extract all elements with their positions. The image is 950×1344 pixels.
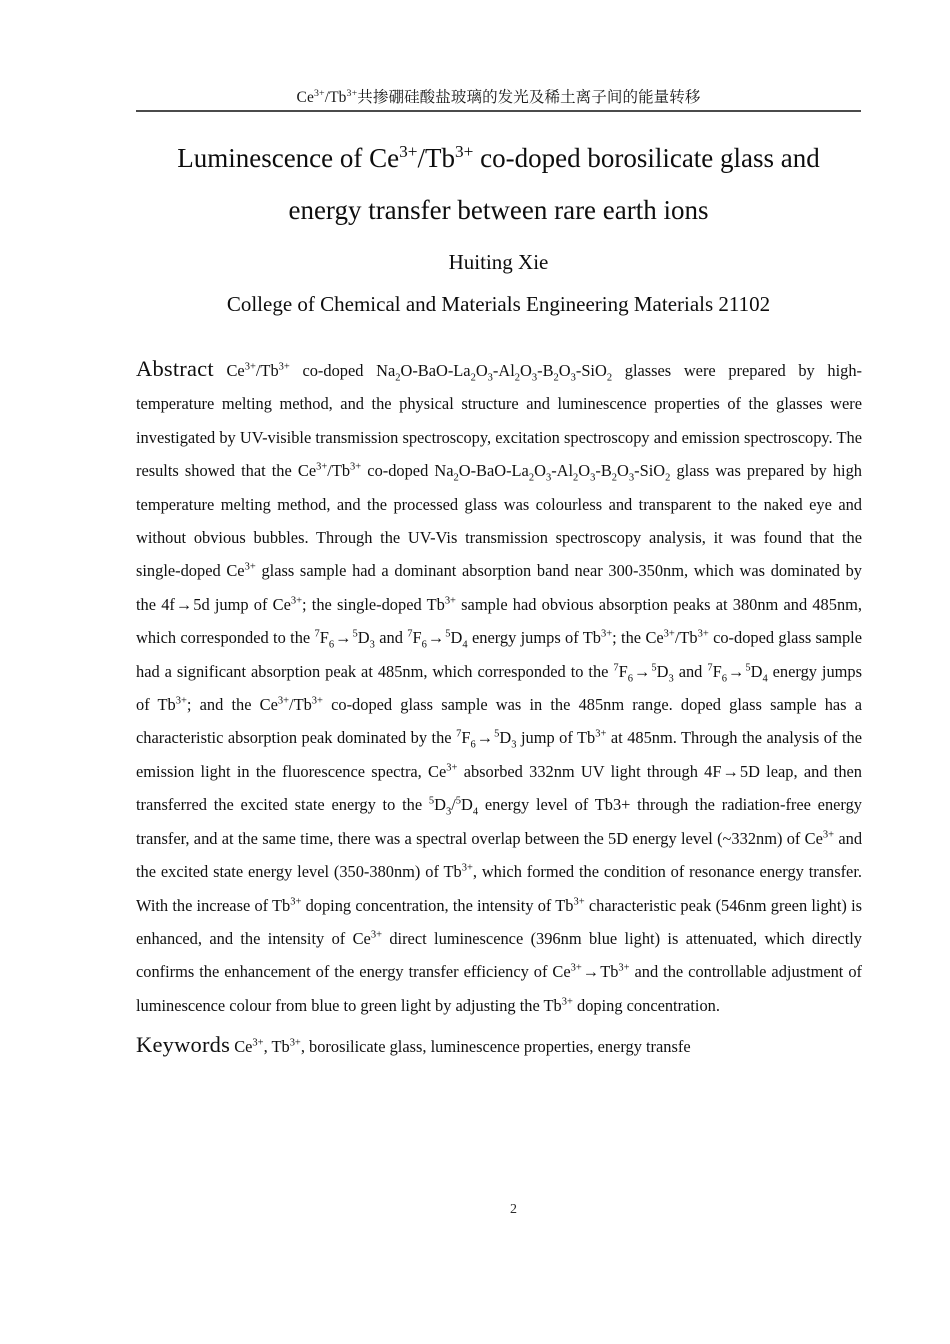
header-tb-label: Tb	[329, 89, 347, 106]
term-sub-12: 4	[472, 806, 479, 818]
arrow-icon-5: →	[727, 661, 745, 681]
term-sup-9: 7	[456, 729, 462, 740]
abs-text-11: ; and the	[186, 695, 260, 715]
abs-ce-6-charge: 3+	[277, 695, 290, 707]
abs-formula-9: O-BaO-La	[458, 461, 529, 481]
abs-text-17: energy level of Tb3+ through the radiation-free energy transfer, and at the same time, there was a spectral overlap between the 5D energy level (~332nm) of	[136, 795, 862, 848]
title-part-a: Luminescence of Ce	[177, 143, 400, 173]
keyword-rest: , borosilicate glass, luminescence properties, energy transfe	[300, 1037, 691, 1057]
abs-ce-2-charge: 3+	[316, 461, 328, 473]
abs-formula-4: -Al	[492, 361, 515, 380]
abs-tb-4-charge: 3+	[600, 628, 613, 640]
header-tb-charge: 3+	[346, 87, 358, 99]
page-number: 2	[510, 1202, 517, 1217]
abs-tb-4: Tb	[582, 628, 601, 648]
term-d-4: D	[750, 661, 763, 681]
abs-slash-1: /Tb	[327, 461, 351, 481]
header-ce-charge: 3+	[313, 87, 325, 99]
abs-tb-13: Tb	[543, 995, 562, 1015]
abs-formula-6: -B	[537, 361, 554, 380]
abs-formula-11: -Al	[551, 461, 574, 481]
abs-ce-1-charge: 3+	[244, 361, 256, 373]
abs-ce-10: Ce	[552, 962, 571, 982]
title-tb-charge: 3+	[455, 142, 474, 161]
abs-text-16: 5D leap, and then transferred the excited state energy to the	[136, 761, 863, 815]
abs-formula-15: -SiO	[634, 461, 666, 481]
term-sup-12: 5	[455, 795, 462, 807]
term-sub-7: 6	[721, 672, 727, 684]
abs-tb-3: Tb	[426, 594, 445, 614]
abs-tb-9: Tb	[443, 862, 462, 882]
abs-tb-8: Tb	[577, 728, 596, 748]
abs-tb-6-charge: 3+	[175, 695, 187, 707]
abs-and-2: and	[673, 661, 708, 681]
keyword-ce-charge: 3+	[252, 1037, 264, 1049]
abs-tb-2-charge: 3+	[350, 461, 362, 473]
term-sup-2: 5	[352, 628, 358, 640]
abs-and-1: and	[374, 628, 408, 648]
title-block	[136, 132, 861, 322]
title-line-two: energy transfer between rare earth ions	[288, 195, 709, 225]
abs-text-23: and the controllable adjustment of luminescence colour from blue to green light by adjusting the	[136, 962, 862, 1015]
abs-ce-3: Ce	[226, 561, 245, 581]
abs-text-5: ; the single-doped	[302, 594, 427, 614]
term-d-7: D	[461, 795, 473, 815]
term-sub-6: 3	[668, 672, 674, 684]
arrow-icon-4: →	[634, 661, 651, 681]
arrow-icon-7: →	[722, 761, 739, 781]
arrow-icon-2: →	[335, 628, 352, 648]
term-f-4: F	[712, 661, 722, 681]
abs-tb-10: Tb	[272, 895, 291, 915]
abs-formula-5: O	[520, 361, 532, 380]
header-ce-label: Ce	[296, 89, 314, 106]
abs-text-19: , which formed the condition of resonance energy transfer. With the increase of	[136, 862, 862, 915]
abs-text-13: jump of	[516, 728, 577, 748]
abs-sub-16: 2	[665, 472, 671, 484]
abs-sub-1: 2	[395, 372, 401, 384]
author-name: Huiting Xie	[448, 250, 549, 274]
abs-tb-11: Tb	[555, 895, 574, 915]
abs-codoped-1: co-doped Na	[361, 461, 454, 481]
keywords-label: Keywords	[136, 1032, 231, 1058]
abs-tb-5-charge: 3+	[697, 628, 709, 640]
abs-ce-3-charge: 3+	[244, 561, 256, 573]
abs-tb-8-charge: 3+	[595, 729, 607, 740]
abs-formula-3: O	[475, 361, 488, 380]
abs-tb-13-charge: 3+	[561, 996, 573, 1008]
abs-sub-8: 2	[606, 372, 613, 384]
abs-tb-7-charge: 3+	[311, 695, 323, 707]
arrow-icon-6: →	[476, 728, 494, 748]
abs-ce-6: Ce	[259, 695, 278, 715]
keyword-tb: , Tb	[263, 1037, 290, 1057]
term-sup-10: 5	[494, 729, 500, 740]
abs-text-9: co-doped glass sample had a significant absorption peak at 485nm, which corresponded to the	[136, 628, 862, 681]
term-sub-10: 3	[511, 739, 517, 751]
abs-tb-1-charge: 3+	[278, 361, 290, 373]
header-separator: /	[324, 89, 330, 106]
term-sub-8: 4	[762, 672, 768, 684]
abs-formula-13: -B	[595, 461, 612, 481]
abs-text-24: doping concentration.	[572, 995, 720, 1015]
abs-slash-2: /Tb	[674, 628, 698, 648]
abs-sub-11: 3	[545, 472, 552, 484]
abs-text-18: and the excited state energy level (350-380nm) of	[136, 828, 863, 882]
abs-sub-2: 2	[470, 372, 476, 384]
keyword-tb-charge: 3+	[289, 1037, 301, 1049]
abs-ce-5-charge: 3+	[663, 628, 675, 640]
title-part-b: /Tb	[417, 143, 455, 173]
term-sub-2: 3	[369, 639, 375, 651]
abstract-section	[136, 352, 862, 1064]
term-sub-5: 6	[627, 672, 634, 684]
abs-formula-8: -SiO	[575, 361, 607, 380]
abs-text-7: energy jumps of	[467, 628, 583, 648]
abs-ce-8-charge: 3+	[822, 829, 835, 841]
abstract-paragraph	[136, 352, 862, 1022]
abs-formula-12: O	[578, 461, 591, 481]
term-f-2: F	[412, 628, 422, 648]
abs-sub-4: 2	[514, 372, 521, 384]
abs-tb-1: /Tb	[255, 361, 279, 380]
term-d-1: D	[357, 628, 370, 648]
term-sub-4: 4	[462, 639, 468, 651]
term-sup-1: 7	[314, 628, 320, 640]
term-f-3: F	[618, 661, 628, 681]
abs-sub-14: 2	[611, 472, 618, 484]
abs-text-8: ; the	[612, 628, 646, 648]
abs-text-15: absorbed 332nm UV light through 4F	[457, 761, 722, 781]
abs-sub-12: 2	[573, 472, 579, 484]
abs-ce-5: Ce	[645, 628, 664, 648]
abs-slash-3: /Tb	[289, 695, 312, 715]
abs-ce-9-charge: 3+	[370, 929, 382, 941]
abs-text-20: doping concentration, the intensity of	[301, 895, 556, 915]
header-divider	[136, 110, 861, 112]
abs-text-12: co-doped glass sample was in the 485nm range. doped glass sample has a characteristic absorption peak dominated by the	[136, 695, 862, 748]
abs-sub-13: 3	[590, 472, 596, 484]
abs-sub-10: 2	[528, 472, 535, 484]
term-sub-9: 6	[470, 739, 476, 751]
abs-sub-9: 2	[453, 472, 459, 484]
abs-tb-10-charge: 3+	[290, 896, 302, 908]
abs-ce-4-charge: 3+	[290, 595, 303, 607]
term-sup-5: 7	[613, 662, 619, 674]
abs-ce-10-charge: 3+	[570, 962, 582, 974]
abs-text-14: at 485nm. Through the analysis of the emission light in the fluorescence spectra,	[136, 728, 862, 781]
abs-text-10: energy jumps of	[136, 661, 862, 715]
abs-ce-2: Ce	[297, 461, 317, 481]
abs-ce-7-charge: 3+	[446, 762, 458, 774]
abs-sub-6: 2	[553, 372, 559, 384]
abs-text-22: direct luminescence (396nm blue light) is attenuated, which directly confirms the enhancement of the energy transfer efficiency of	[136, 928, 862, 982]
term-sup-4: 5	[445, 628, 451, 640]
abs-ce-7: Ce	[428, 761, 447, 781]
term-sup-6: 5	[651, 662, 657, 674]
term-sub-3: 6	[421, 639, 427, 651]
abs-tb-12-charge: 3+	[618, 962, 630, 974]
abs-tb-6: Tb	[157, 695, 176, 715]
term-sup-7: 7	[707, 662, 713, 674]
abstract-label: Abstract	[136, 356, 214, 381]
abs-formula-10: O	[534, 461, 546, 481]
abs-ce-4: Ce	[272, 594, 291, 614]
running-header	[136, 88, 861, 112]
arrow-icon-1: →	[175, 594, 193, 614]
abs-text-21: characteristic peak (546nm green light) is enhanced, and the intensity of	[136, 895, 863, 948]
term-sup-11: 5	[428, 795, 435, 807]
term-sup-3: 7	[407, 628, 413, 640]
running-header-text	[136, 88, 861, 108]
term-d-3: D	[656, 661, 669, 681]
abs-text-2: glass was prepared by high temperature melting method, and the processed glass was colourless and transparent to the naked eye and without obvious bubbles. Through the UV-Vis transmission spectroscopy analysis, it was found that the single-doped	[136, 461, 862, 581]
header-chinese-text: 共掺硼硅酸盐玻璃的发光及稀土离子间的能量转移	[357, 89, 701, 106]
abs-sub-3: 3	[487, 372, 493, 384]
term-f-5: F	[461, 728, 471, 748]
abs-formula-2: O-BaO-La	[400, 361, 471, 380]
arrow-icon-8: →	[582, 962, 600, 982]
term-d-5: D	[499, 728, 512, 748]
term-sub-11: 3	[445, 806, 452, 818]
abs-text-6: sample had obvious absorption peaks at 380nm and 485nm, which corresponded to the	[136, 594, 862, 648]
abs-sub-15: 3	[628, 472, 635, 484]
abs-formula-7: O	[558, 361, 571, 380]
term-f-1: F	[319, 628, 329, 648]
abs-slash-4: /	[451, 795, 456, 815]
abs-ce-9: Ce	[352, 928, 371, 948]
arrow-icon-3: →	[427, 628, 445, 648]
keyword-ce: Ce	[234, 1037, 253, 1057]
abs-sub-7: 3	[570, 372, 576, 384]
abs-formula-14: O	[617, 461, 629, 481]
author-affiliation: College of Chemical and Materials Engineering Materials 21102	[226, 292, 771, 316]
abs-ce-1: Ce	[226, 361, 245, 380]
term-sup-8: 5	[745, 662, 751, 674]
abs-text-4: 5d jump of	[193, 594, 273, 614]
term-d-2: D	[450, 628, 463, 648]
abs-formula-lead: co-doped Na	[289, 361, 396, 380]
abs-tb-3-charge: 3+	[444, 595, 456, 607]
abs-text-1: glasses were prepared by high-temperature melting method, and the physical structure and luminescence properties of the glasses were investigated by UV-visible transmission spectroscopy, excitation spectroscopy and emission spectroscopy. The results showed that the	[136, 361, 862, 481]
term-d-6: D	[434, 795, 446, 815]
term-sub-1: 6	[328, 639, 335, 651]
title-part-c: co-doped borosilicate glass and	[473, 143, 820, 173]
abs-tb-11-charge: 3+	[573, 896, 585, 908]
abs-tb-12: Tb	[600, 962, 619, 982]
page-title	[136, 132, 861, 236]
abs-sub-5: 3	[531, 372, 538, 384]
abs-text-3: glass sample had a dominant absorption band near 300-350nm, which was dominated by the 4f	[136, 561, 863, 614]
abs-ce-8: Ce	[804, 828, 823, 848]
keywords-paragraph	[136, 1028, 862, 1063]
abs-tb-9-charge: 3+	[461, 862, 473, 874]
title-ce-charge: 3+	[399, 142, 418, 161]
